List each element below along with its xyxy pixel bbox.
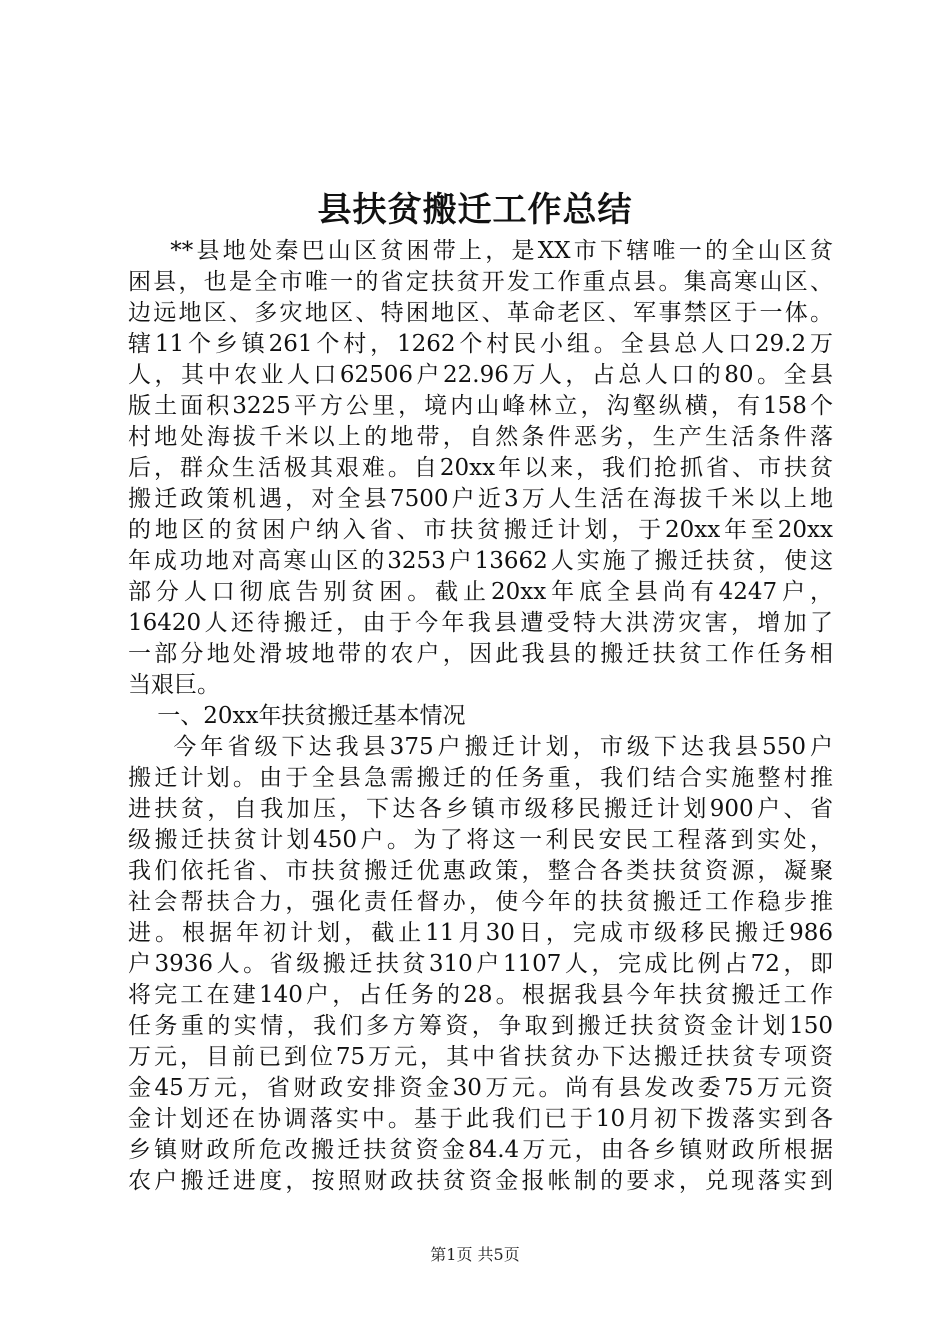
- text-line: 年成功地对高寒山区的3253户13662人实施了搬迁扶贫，使这: [128, 548, 833, 574]
- text-line: 今年省级下达我县375户搬迁计划，市级下达我县550户: [128, 734, 833, 760]
- text-line: 户3936人。省级搬迁扶贫310户1107人，完成比例占72，即: [128, 951, 833, 977]
- text-line: 版土面积3225平方公里，境内山峰林立，沟壑纵横，有158个: [128, 393, 833, 419]
- document-body: [128, 236, 833, 1197]
- text-line: 级搬迁扶贫计划450户。为了将这一利民安民工程落到实处，: [128, 827, 833, 853]
- text-line: 辖11个乡镇261个村，1262个村民小组。全县总人口29.2万: [128, 331, 833, 357]
- text-line: 当艰巨。: [128, 672, 220, 698]
- text-line: 乡镇财政所危改搬迁扶贫资金84.4万元，由各乡镇财政所根据: [128, 1137, 833, 1163]
- text-line: 人，其中农业人口62506户22.96万人，占总人口的80。全县: [128, 362, 833, 388]
- text-line: 万元，目前已到位75万元，其中省扶贫办下达搬迁扶贫专项资: [128, 1044, 833, 1070]
- text-line: 社会帮扶合力，强化责任督办，使今年的扶贫搬迁工作稳步推: [128, 889, 833, 915]
- text-line: 的地区的贫困户纳入省、市扶贫搬迁计划，于20xx年至20xx: [128, 517, 833, 543]
- text-line: 16420人还待搬迁，由于今年我县遭受特大洪涝灾害，增加了: [128, 610, 833, 636]
- text-line: 边远地区、多灾地区、特困地区、革命老区、军事禁区于一体。: [128, 300, 833, 326]
- text-line: 困县，也是全市唯一的省定扶贫开发工作重点县。集高寒山区、: [128, 269, 833, 295]
- text-line: 金计划还在协调落实中。基于此我们已于10月初下拨落实到各: [128, 1106, 833, 1132]
- text-line: 进扶贫，自我加压，下达各乡镇市级移民搬迁计划900户、省: [128, 796, 833, 822]
- text-line: 村地处海拔千米以上的地带，自然条件恶劣，生产生活条件落: [128, 424, 833, 450]
- text-line: 农户搬迁进度，按照财政扶贫资金报帐制的要求，兑现落实到: [128, 1168, 833, 1194]
- text-line: 将完工在建140户，占任务的28。根据我县今年扶贫搬迁工作: [128, 982, 833, 1008]
- text-line: 任务重的实情，我们多方筹资，争取到搬迁扶贫资金计划150: [128, 1013, 833, 1039]
- text-line: 一部分地处滑坡地带的农户，因此我县的搬迁扶贫工作任务相: [128, 641, 833, 667]
- text-line: 进。根据年初计划，截止11月30日，完成市级移民搬迁986: [128, 920, 833, 946]
- document-title: 县扶贫搬迁工作总结: [317, 190, 633, 230]
- text-line: 搬迁政策机遇，对全县7500户近3万人生活在海拔千米以上地: [128, 486, 833, 512]
- text-line: 部分人口彻底告别贫困。截止20xx年底全县尚有4247户，: [128, 579, 833, 605]
- text-line: 金45万元，省财政安排资金30万元。尚有县发改委75万元资: [128, 1075, 833, 1101]
- text-line: 搬迁计划。由于全县急需搬迁的任务重，我们结合实施整村推: [128, 765, 833, 791]
- text-line: 我们依托省、市扶贫搬迁优惠政策，整合各类扶贫资源，凝聚: [128, 858, 833, 884]
- text-line: **县地处秦巴山区贫困带上，是XX市下辖唯一的全山区贫: [128, 238, 833, 264]
- page-number: 第1页 共5页: [430, 1245, 520, 1264]
- text-line: 一、20xx年扶贫搬迁基本情况: [128, 703, 466, 729]
- text-line: 后，群众生活极其艰难。自20xx年以来，我们抢抓省、市扶贫: [128, 455, 833, 481]
